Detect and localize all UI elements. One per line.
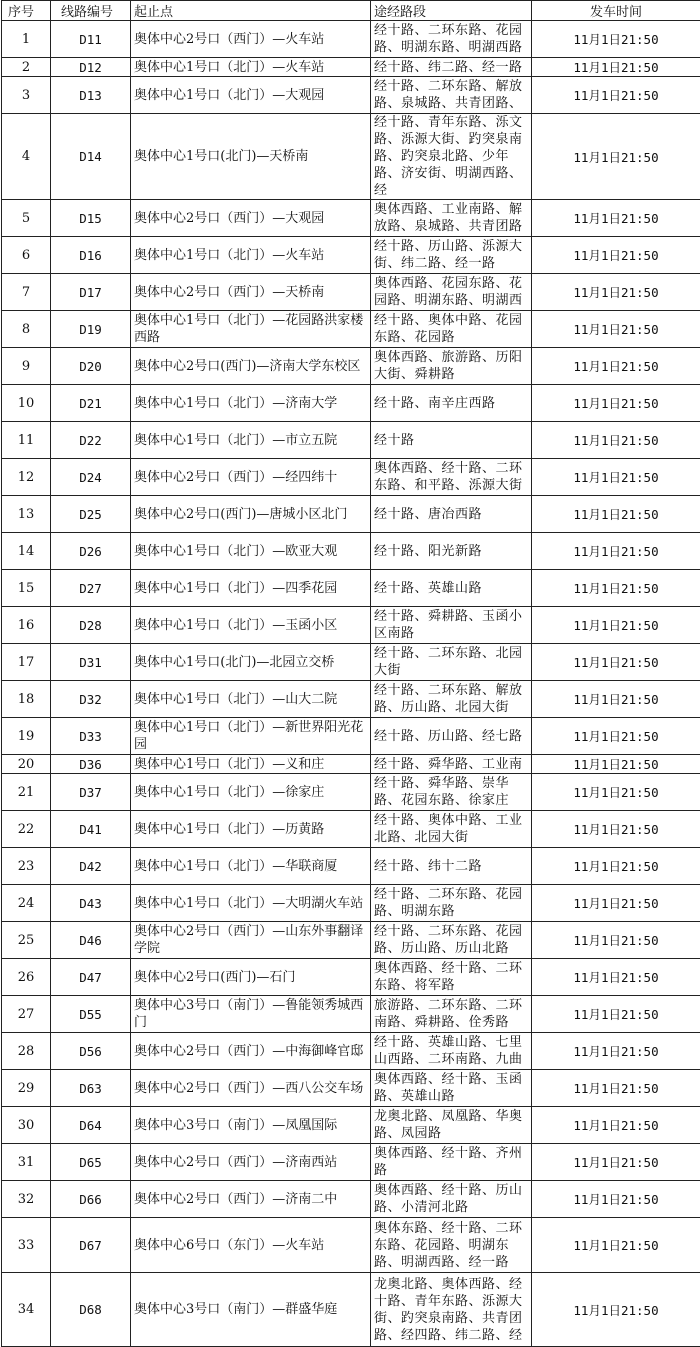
cell-route-code: D13	[51, 77, 131, 114]
cell-departure-time: 11月1日21:50	[532, 1181, 700, 1218]
cell-origin-destination: 奥体中心1号口（北门）—花园路洪家楼西路	[131, 311, 371, 348]
cell-origin-destination: 奥体中心1号口（北门）—四季花园	[131, 570, 371, 607]
cell-departure-time: 11月1日21:50	[532, 774, 700, 811]
cell-origin-destination: 奥体中心2号口（西门）—天桥南	[131, 274, 371, 311]
cell-via-roads: 经十路、奥体中路、花园东路、花园路	[371, 311, 532, 348]
cell-origin-destination: 奥体中心2号口（西门）—中海御峰官邸	[131, 1033, 371, 1070]
cell-route-code: D37	[51, 774, 131, 811]
cell-via-roads: 经十路、青年东路、泺文路、泺源大街、趵突泉南路、趵突泉北路、少年路、济安街、明湖西路、经	[371, 114, 532, 200]
cell-departure-time: 11月1日21:50	[532, 459, 700, 496]
cell-via-roads: 奥体西路、经十路、二环东路、将军路	[371, 959, 532, 996]
cell-departure-time: 11月1日21:50	[532, 996, 700, 1033]
cell-origin-destination: 奥体中心1号口（北门）—玉函小区	[131, 607, 371, 644]
cell-via-roads: 奥体东路、经十路、二环东路、花园路、明湖东路、明湖西路、经一路	[371, 1218, 532, 1273]
cell-departure-time: 11月1日21:50	[532, 959, 700, 996]
cell-via-roads: 经十路、英雄山路	[371, 570, 532, 607]
cell-origin-destination: 奥体中心1号口（北门）—徐家庄	[131, 774, 371, 811]
cell-route-code: D17	[51, 274, 131, 311]
table-row	[2, 533, 700, 570]
table-row	[2, 1144, 700, 1181]
cell-via-roads: 经十路、奥体中路、工业北路、北园大街	[371, 811, 532, 848]
table-row	[2, 385, 700, 422]
header-row	[2, 1, 700, 21]
cell-via-roads: 经十路	[371, 422, 532, 459]
table-row	[2, 570, 700, 607]
cell-origin-destination: 奥体中心1号口（北门）—华联商厦	[131, 848, 371, 885]
cell-route-code: D12	[51, 58, 131, 77]
cell-origin-destination: 奥体中心6号口（东门）—火车站	[131, 1218, 371, 1273]
table-body	[2, 21, 700, 1347]
cell-route-code: D56	[51, 1033, 131, 1070]
cell-route-code: D33	[51, 718, 131, 755]
table-row	[2, 77, 700, 114]
cell-via-roads: 经十路、纬二路、经一路	[371, 58, 532, 77]
table-row	[2, 58, 700, 77]
table-row	[2, 1107, 700, 1144]
cell-origin-destination: 奥体中心2号口（西门）—西八公交车场	[131, 1070, 371, 1107]
cell-via-roads: 经十路、南辛庄西路	[371, 385, 532, 422]
cell-via-roads: 奥体西路、经十路、二环东路、和平路、泺源大街	[371, 459, 532, 496]
table-row	[2, 1181, 700, 1218]
cell-via-roads: 奥体西路、经十路、齐州路	[371, 1144, 532, 1181]
cell-departure-time: 11月1日21:50	[532, 274, 700, 311]
cell-via-roads: 经十路、历山路、经七路	[371, 718, 532, 755]
table-row	[2, 811, 700, 848]
cell-origin-destination: 奥体中心1号口(北门)—天桥南	[131, 114, 371, 200]
cell-no: 19	[2, 718, 51, 755]
cell-via-roads: 经十路、唐冶西路	[371, 496, 532, 533]
cell-route-code: D32	[51, 681, 131, 718]
cell-route-code: D66	[51, 1181, 131, 1218]
cell-via-roads: 经十路、二环东路、北园大街	[371, 644, 532, 681]
cell-via-roads: 经十路、纬十二路	[371, 848, 532, 885]
cell-route-code: D41	[51, 811, 131, 848]
table-row	[2, 422, 700, 459]
cell-via-roads: 奥体西路、工业南路、解放路、泉城路、共青团路	[371, 200, 532, 237]
table-row	[2, 1218, 700, 1273]
cell-no: 9	[2, 348, 51, 385]
cell-no: 27	[2, 996, 51, 1033]
cell-origin-destination: 奥体中心2号口（西门）—济南西站	[131, 1144, 371, 1181]
cell-departure-time: 11月1日21:50	[532, 77, 700, 114]
cell-route-code: D15	[51, 200, 131, 237]
cell-via-roads: 奥体西路、花园东路、花园路、明湖东路、明湖西	[371, 274, 532, 311]
cell-origin-destination: 奥体中心2号口（西门）—济南二中	[131, 1181, 371, 1218]
cell-no: 17	[2, 644, 51, 681]
cell-departure-time: 11月1日21:50	[532, 570, 700, 607]
cell-no: 3	[2, 77, 51, 114]
cell-no: 13	[2, 496, 51, 533]
table-row	[2, 922, 700, 959]
header-route-code: 线路编号	[51, 1, 131, 21]
cell-departure-time: 11月1日21:50	[532, 533, 700, 570]
cell-no: 26	[2, 959, 51, 996]
cell-origin-destination: 奥体中心1号口（北门）—义和庄	[131, 755, 371, 774]
header-origin-destination: 起止点	[131, 1, 371, 21]
cell-route-code: D47	[51, 959, 131, 996]
cell-departure-time: 11月1日21:50	[532, 1273, 700, 1347]
cell-origin-destination: 奥体中心1号口（北门）—市立五院	[131, 422, 371, 459]
cell-departure-time: 11月1日21:50	[532, 1107, 700, 1144]
cell-via-roads: 经十路、二环东路、解放路、泉城路、共青团路、	[371, 77, 532, 114]
cell-no: 4	[2, 114, 51, 200]
cell-origin-destination: 奥体中心1号口（北门）—火车站	[131, 237, 371, 274]
cell-origin-destination: 奥体中心1号口（北门）—济南大学	[131, 385, 371, 422]
cell-no: 24	[2, 885, 51, 922]
cell-no: 22	[2, 811, 51, 848]
cell-via-roads: 经十路、二环东路、花园路、历山路、历山北路	[371, 922, 532, 959]
cell-no: 6	[2, 237, 51, 274]
cell-departure-time: 11月1日21:50	[532, 755, 700, 774]
cell-origin-destination: 奥体中心2号口（西门）—山东外事翻译学院	[131, 922, 371, 959]
cell-no: 18	[2, 681, 51, 718]
cell-origin-destination: 奥体中心1号口（北门）—山大二院	[131, 681, 371, 718]
cell-origin-destination: 奥体中心2号口(西门)—石门	[131, 959, 371, 996]
cell-departure-time: 11月1日21:50	[532, 681, 700, 718]
cell-no: 15	[2, 570, 51, 607]
cell-departure-time: 11月1日21:50	[532, 607, 700, 644]
table-row	[2, 681, 700, 718]
cell-no: 16	[2, 607, 51, 644]
table-row	[2, 644, 700, 681]
table-row	[2, 1070, 700, 1107]
cell-departure-time: 11月1日21:50	[532, 1033, 700, 1070]
cell-departure-time: 11月1日21:50	[532, 114, 700, 200]
table-row	[2, 274, 700, 311]
cell-no: 12	[2, 459, 51, 496]
cell-no: 8	[2, 311, 51, 348]
header-no: 序号	[2, 1, 51, 21]
cell-no: 32	[2, 1181, 51, 1218]
cell-via-roads: 经十路、二环东路、花园路、明湖东路	[371, 885, 532, 922]
cell-departure-time: 11月1日21:50	[532, 385, 700, 422]
cell-departure-time: 11月1日21:50	[532, 21, 700, 58]
cell-route-code: D24	[51, 459, 131, 496]
cell-no: 25	[2, 922, 51, 959]
cell-departure-time: 11月1日21:50	[532, 1144, 700, 1181]
cell-origin-destination: 奥体中心1号口（北门）—大明湖火车站	[131, 885, 371, 922]
table-row	[2, 1033, 700, 1070]
cell-origin-destination: 奥体中心1号口（北门）—火车站	[131, 58, 371, 77]
cell-origin-destination: 奥体中心2号口（西门）—大观园	[131, 200, 371, 237]
cell-origin-destination: 奥体中心2号口（西门）—经四纬十	[131, 459, 371, 496]
cell-route-code: D25	[51, 496, 131, 533]
cell-origin-destination: 奥体中心1号口(北门)—北园立交桥	[131, 644, 371, 681]
cell-departure-time: 11月1日21:50	[532, 311, 700, 348]
cell-route-code: D46	[51, 922, 131, 959]
cell-origin-destination: 奥体中心3号口（南门）—群盛华庭	[131, 1273, 371, 1347]
cell-route-code: D31	[51, 644, 131, 681]
cell-no: 23	[2, 848, 51, 885]
table-row	[2, 1273, 700, 1347]
cell-route-code: D22	[51, 422, 131, 459]
cell-origin-destination: 奥体中心1号口（北门）—历黄路	[131, 811, 371, 848]
cell-route-code: D55	[51, 996, 131, 1033]
cell-via-roads: 经十路、历山路、泺源大街、纬二路、经一路	[371, 237, 532, 274]
table-row	[2, 459, 700, 496]
cell-via-roads: 经十路、舜华路、崇华路、花园东路、徐家庄	[371, 774, 532, 811]
cell-departure-time: 11月1日21:50	[532, 718, 700, 755]
table-row	[2, 607, 700, 644]
cell-route-code: D64	[51, 1107, 131, 1144]
table-row	[2, 959, 700, 996]
cell-origin-destination: 奥体中心2号口（西门）—火车站	[131, 21, 371, 58]
cell-no: 21	[2, 774, 51, 811]
cell-route-code: D63	[51, 1070, 131, 1107]
table-row	[2, 237, 700, 274]
cell-no: 34	[2, 1273, 51, 1347]
header-departure-time: 发车时间	[532, 1, 700, 21]
table-row	[2, 311, 700, 348]
cell-via-roads: 奥体西路、经十路、历山路、小清河北路	[371, 1181, 532, 1218]
cell-via-roads: 经十路、舜耕路、玉函小区南路	[371, 607, 532, 644]
cell-via-roads: 奥体西路、旅游路、历阳大街、舜耕路	[371, 348, 532, 385]
cell-no: 7	[2, 274, 51, 311]
cell-route-code: D26	[51, 533, 131, 570]
cell-departure-time: 11月1日21:50	[532, 422, 700, 459]
cell-departure-time: 11月1日21:50	[532, 644, 700, 681]
cell-no: 1	[2, 21, 51, 58]
cell-departure-time: 11月1日21:50	[532, 348, 700, 385]
cell-route-code: D16	[51, 237, 131, 274]
cell-departure-time: 11月1日21:50	[532, 200, 700, 237]
cell-via-roads: 奥体西路、经十路、玉函路、英雄山路	[371, 1070, 532, 1107]
cell-route-code: D28	[51, 607, 131, 644]
table-row	[2, 496, 700, 533]
cell-no: 30	[2, 1107, 51, 1144]
header-via-roads: 途经路段	[371, 1, 532, 21]
cell-via-roads: 经十路、阳光新路	[371, 533, 532, 570]
cell-origin-destination: 奥体中心2号口(西门)—唐城小区北门	[131, 496, 371, 533]
cell-origin-destination: 奥体中心1号口（北门）—欧亚大观	[131, 533, 371, 570]
table-row	[2, 996, 700, 1033]
cell-route-code: D42	[51, 848, 131, 885]
cell-departure-time: 11月1日21:50	[532, 885, 700, 922]
cell-no: 28	[2, 1033, 51, 1070]
cell-route-code: D36	[51, 755, 131, 774]
cell-departure-time: 11月1日21:50	[532, 811, 700, 848]
cell-route-code: D20	[51, 348, 131, 385]
cell-via-roads: 旅游路、二环东路、二环南路、舜耕路、佺秀路	[371, 996, 532, 1033]
cell-no: 10	[2, 385, 51, 422]
cell-via-roads: 经十路、舜华路、工业南	[371, 755, 532, 774]
cell-via-roads: 龙奥北路、奥体西路、经十路、青年东路、泺源大街、趵突泉南路、共青团路、经四路、纬二路、经	[371, 1273, 532, 1347]
cell-via-roads: 经十路、二环东路、花园路、明湖东路、明湖西路	[371, 21, 532, 58]
cell-no: 31	[2, 1144, 51, 1181]
cell-origin-destination: 奥体中心3号口（南门）—鲁能领秀城西门	[131, 996, 371, 1033]
cell-origin-destination: 奥体中心1号口（北门）—大观园	[131, 77, 371, 114]
table-row	[2, 21, 700, 58]
table-row	[2, 200, 700, 237]
table-row	[2, 718, 700, 755]
cell-route-code: D21	[51, 385, 131, 422]
cell-route-code: D19	[51, 311, 131, 348]
cell-route-code: D68	[51, 1273, 131, 1347]
cell-via-roads: 经十路、二环东路、解放路、历山路、北园大街	[371, 681, 532, 718]
cell-no: 14	[2, 533, 51, 570]
cell-route-code: D11	[51, 21, 131, 58]
table-row	[2, 755, 700, 774]
table-row	[2, 774, 700, 811]
cell-via-roads: 龙奥北路、凤凰路、华奥路、凤园路	[371, 1107, 532, 1144]
table-row	[2, 114, 700, 200]
cell-route-code: D14	[51, 114, 131, 200]
cell-origin-destination: 奥体中心3号口（南门）—凤凰国际	[131, 1107, 371, 1144]
table-row	[2, 848, 700, 885]
cell-via-roads: 经十路、英雄山路、七里山西路、二环南路、九曲	[371, 1033, 532, 1070]
cell-departure-time: 11月1日21:50	[532, 1218, 700, 1273]
cell-no: 11	[2, 422, 51, 459]
cell-departure-time: 11月1日21:50	[532, 58, 700, 77]
cell-route-code: D43	[51, 885, 131, 922]
cell-departure-time: 11月1日21:50	[532, 496, 700, 533]
cell-origin-destination: 奥体中心2号口(西门)—济南大学东校区	[131, 348, 371, 385]
cell-no: 2	[2, 58, 51, 77]
cell-departure-time: 11月1日21:50	[532, 922, 700, 959]
cell-route-code: D67	[51, 1218, 131, 1273]
cell-departure-time: 11月1日21:50	[532, 1070, 700, 1107]
cell-origin-destination: 奥体中心1号口（北门）—新世界阳光花园	[131, 718, 371, 755]
cell-route-code: D27	[51, 570, 131, 607]
cell-no: 20	[2, 755, 51, 774]
cell-no: 29	[2, 1070, 51, 1107]
cell-departure-time: 11月1日21:50	[532, 237, 700, 274]
bus-schedule-table	[1, 0, 700, 1347]
cell-departure-time: 11月1日21:50	[532, 848, 700, 885]
cell-route-code: D65	[51, 1144, 131, 1181]
table-row	[2, 348, 700, 385]
table-row	[2, 885, 700, 922]
cell-no: 5	[2, 200, 51, 237]
cell-no: 33	[2, 1218, 51, 1273]
